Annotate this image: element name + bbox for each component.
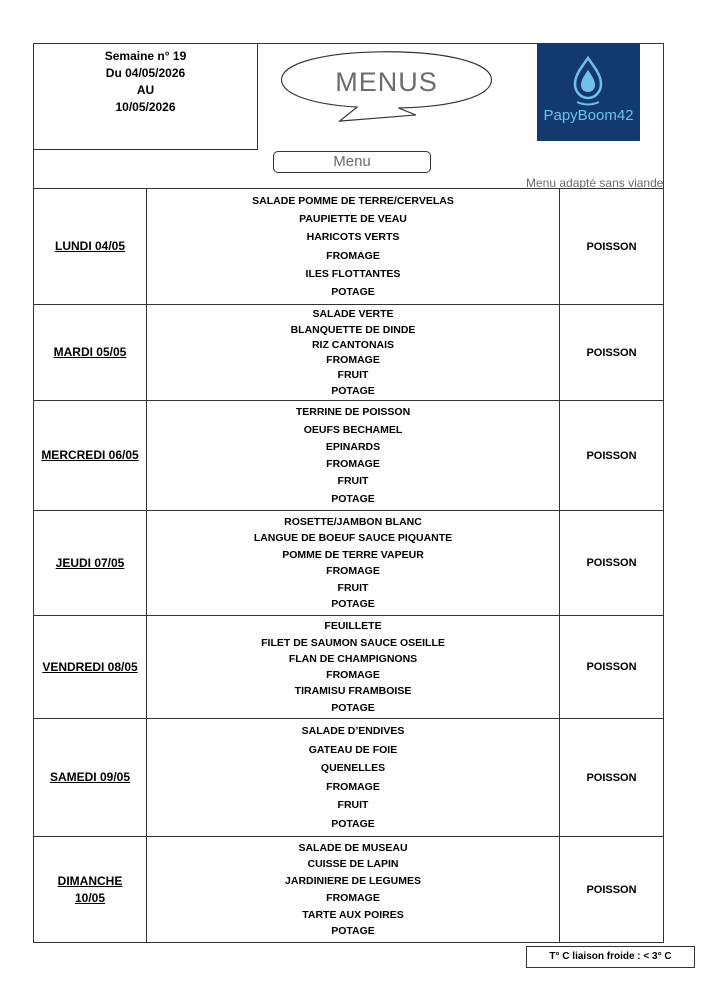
day-cell bbox=[34, 837, 147, 942]
day-label: JEUDI 07/05 bbox=[55, 555, 125, 570]
temperature-note: T° C liaison froide : < 3° C bbox=[526, 946, 695, 968]
dishes-cell bbox=[147, 189, 560, 304]
dish-item: POTAGE bbox=[331, 492, 375, 505]
dishes-cell bbox=[147, 837, 560, 942]
dish-item: POMME DE TERRE VAPEUR bbox=[282, 548, 424, 561]
dish-item: FROMAGE bbox=[326, 669, 380, 682]
day-cell bbox=[34, 305, 147, 400]
dish-item: POTAGE bbox=[331, 384, 375, 397]
day-cell bbox=[34, 719, 147, 836]
day-row-wednesday bbox=[33, 401, 664, 511]
logo bbox=[537, 44, 640, 141]
day-cell bbox=[34, 401, 147, 510]
dish-item: FROMAGE bbox=[326, 249, 380, 262]
day-cell bbox=[34, 189, 147, 304]
alt-dish: POISSON bbox=[586, 449, 637, 462]
alt-dish: POISSON bbox=[586, 240, 637, 253]
dish-item: JARDINIERE DE LEGUMES bbox=[285, 875, 421, 888]
header-left-border bbox=[33, 150, 34, 189]
dish-item: POTAGE bbox=[331, 925, 375, 938]
dish-item: FILET DE SAUMON SAUCE OSEILLE bbox=[261, 636, 445, 649]
day-row-monday bbox=[33, 188, 664, 305]
alt-dish: POISSON bbox=[586, 883, 637, 896]
dish-item: PAUPIETTE DE VEAU bbox=[299, 213, 407, 226]
dish-item: POTAGE bbox=[331, 701, 375, 714]
dish-item: FROMAGE bbox=[326, 458, 380, 471]
dish-item: SALADE DE MUSEAU bbox=[298, 841, 408, 854]
dish-item: RIZ CANTONAIS bbox=[311, 338, 395, 351]
alt-dish: POISSON bbox=[586, 346, 637, 359]
dish-item: TIRAMISU FRAMBOISE bbox=[294, 685, 412, 698]
menu-column-header: Menu bbox=[273, 151, 431, 173]
dish-item: CUISSE DE LAPIN bbox=[307, 858, 399, 871]
dish-item: LANGUE DE BOEUF SAUCE PIQUANTE bbox=[253, 532, 453, 545]
dish-item: FROMAGE bbox=[326, 891, 380, 904]
dish-item: ROSETTE/JAMBON BLANC bbox=[284, 515, 422, 528]
dish-item: FEUILLETE bbox=[324, 620, 382, 633]
page-title: MENUS bbox=[335, 67, 438, 97]
dish-item: POTAGE bbox=[331, 285, 375, 298]
week-to-word: AU bbox=[136, 83, 155, 97]
dish-item: FRUIT bbox=[337, 475, 369, 488]
dishes-cell bbox=[147, 401, 560, 510]
dishes-cell bbox=[147, 719, 560, 836]
dish-item: TARTE AUX POIRES bbox=[302, 908, 404, 921]
dishes-cell bbox=[147, 616, 560, 718]
dish-item: SALADE VERTE bbox=[312, 308, 394, 321]
water-drop-icon bbox=[537, 44, 640, 114]
alt-dish: POISSON bbox=[586, 771, 637, 784]
day-cell bbox=[34, 616, 147, 718]
header-right-border bbox=[663, 43, 664, 186]
day-label: MARDI 05/05 bbox=[53, 345, 127, 359]
dish-item: FLAN DE CHAMPIGNONS bbox=[288, 652, 418, 665]
alt-menu-column-header: Menu adapté sans viande bbox=[526, 176, 664, 190]
day-row-thursday bbox=[33, 511, 664, 616]
dish-item: OEUFS BECHAMEL bbox=[303, 423, 403, 436]
week-number: Semaine n° 19 bbox=[104, 49, 187, 63]
dishes-cell bbox=[147, 305, 560, 400]
day-row-tuesday bbox=[33, 305, 664, 401]
dishes-cell bbox=[147, 511, 560, 615]
dish-item: HARICOTS VERTS bbox=[306, 231, 400, 244]
day-label: DIMANCHE 10/05 bbox=[57, 873, 123, 905]
dish-item: FROMAGE bbox=[326, 565, 380, 578]
day-row-friday bbox=[33, 616, 664, 719]
logo-text: PapyBoom42 bbox=[543, 107, 634, 124]
alt-dish: POISSON bbox=[586, 557, 637, 569]
dish-item: FRUIT bbox=[337, 799, 369, 812]
week-to-date: 10/05/2026 bbox=[115, 100, 176, 114]
dish-item: SALADE D’ENDIVES bbox=[301, 725, 405, 738]
dish-item: FRUIT bbox=[337, 581, 369, 594]
day-label: LUNDI 04/05 bbox=[54, 239, 126, 253]
dish-item: FROMAGE bbox=[326, 354, 380, 367]
dish-item: TERRINE DE POISSON bbox=[295, 406, 411, 419]
dish-item: EPINARDS bbox=[325, 440, 381, 453]
dish-item: FRUIT bbox=[337, 369, 369, 382]
day-cell bbox=[34, 511, 147, 615]
dish-item: BLANQUETTE DE DINDE bbox=[290, 323, 416, 336]
day-row-saturday bbox=[33, 719, 664, 837]
day-label: VENDREDI 08/05 bbox=[42, 659, 138, 674]
day-label: MERCREDI 06/05 bbox=[41, 448, 139, 462]
dish-item: POTAGE bbox=[331, 817, 375, 830]
alt-dish: POISSON bbox=[586, 661, 637, 673]
dish-item: GATEAU DE FOIE bbox=[308, 743, 398, 756]
day-row-sunday bbox=[33, 837, 664, 943]
day-label: SAMEDI 09/05 bbox=[49, 770, 131, 784]
dish-item: QUENELLES bbox=[320, 762, 386, 775]
week-from-date: Du 04/05/2026 bbox=[105, 66, 186, 80]
dish-item: SALADE POMME DE TERRE/CERVELAS bbox=[252, 195, 454, 208]
week-info-box bbox=[34, 43, 258, 150]
dish-item: FROMAGE bbox=[326, 780, 380, 793]
dish-item: POTAGE bbox=[331, 598, 375, 611]
dish-item: ILES FLOTTANTES bbox=[305, 267, 401, 280]
